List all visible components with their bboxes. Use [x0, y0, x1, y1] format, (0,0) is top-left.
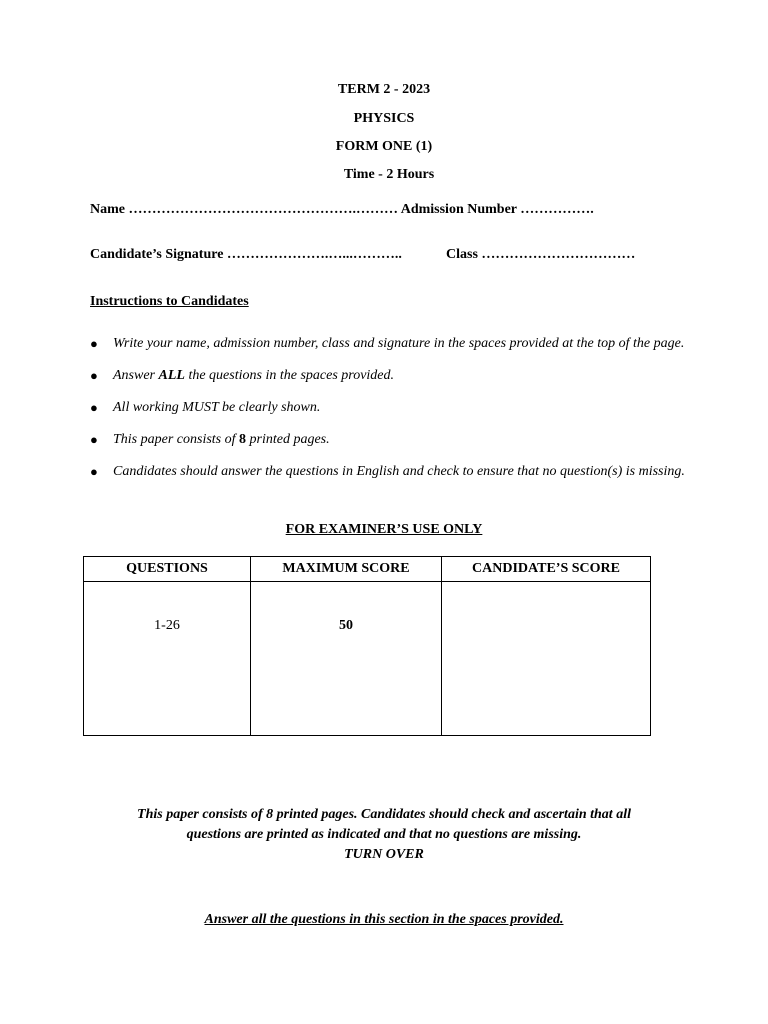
term-heading: TERM 2 - 2023 — [337, 82, 431, 97]
list-item: ● This paper consists of 8 printed pages. — [90, 428, 690, 451]
examiner-title: FOR EXAMINER’S USE ONLY — [285, 522, 483, 537]
table-row — [84, 582, 651, 736]
instructions-title: Instructions to Candidates — [90, 294, 249, 309]
footer-line-1: This paper consists of 8 printed pages. Candidates should check and ascertain that all — [137, 807, 631, 822]
bullet-icon: ● — [90, 400, 98, 415]
instructions-list — [90, 332, 690, 492]
table-header-row — [84, 557, 651, 582]
list-item: ● Write your name, admission number, class and signature in the spaces provided at the top of the page. — [90, 332, 690, 355]
bullet-icon: ● — [90, 432, 98, 447]
cell-questions: 1-26 — [84, 582, 251, 736]
class-line: Class …………………………… — [446, 247, 636, 262]
cell-candidate-score — [442, 582, 651, 736]
section-instruction: Answer all the questions in this section in the spaces provided. — [204, 912, 564, 927]
header-candidate-score: CANDIDATE’S SCORE — [442, 557, 651, 582]
list-item: ● Answer ALL the questions in the spaces provided. — [90, 364, 690, 387]
footer-note — [0, 805, 768, 865]
bullet-icon: ● — [90, 368, 98, 383]
form-heading: FORM ONE (1) — [335, 139, 433, 154]
list-item: ● Candidates should answer the questions in English and check to ensure that no question(s) is missing. — [90, 460, 690, 483]
bullet-icon: ● — [90, 336, 98, 351]
time-heading: Time - 2 Hours — [343, 167, 435, 182]
header-questions: QUESTIONS — [84, 557, 251, 582]
signature-line: Candidate’s Signature ………………….…...……….. — [90, 247, 402, 262]
list-item: ● All working MUST be clearly shown. — [90, 396, 690, 419]
footer-line-2: questions are printed as indicated and that no questions are missing. — [186, 827, 582, 842]
score-table — [83, 556, 651, 736]
cell-max-score: 50 — [251, 582, 442, 736]
name-admission-line: Name ………………………………………….……… Admission Number ……………. — [90, 202, 594, 217]
header-max-score: MAXIMUM SCORE — [251, 557, 442, 582]
turn-over: TURN OVER — [344, 847, 424, 862]
subject-heading: PHYSICS — [353, 111, 415, 126]
bullet-icon: ● — [90, 464, 98, 479]
